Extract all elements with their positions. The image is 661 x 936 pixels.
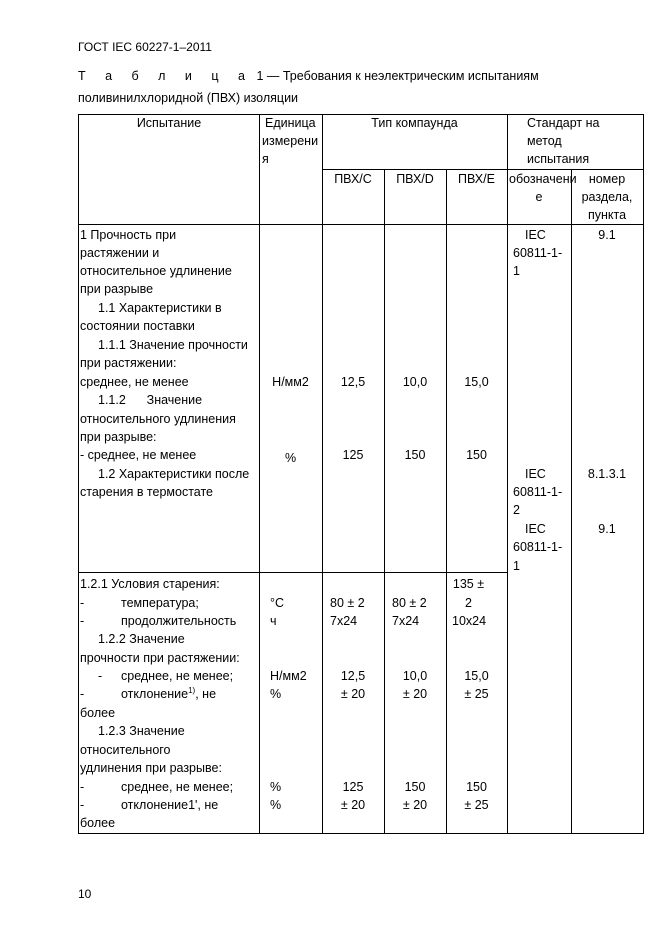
header-section-line1: номер — [588, 172, 626, 186]
test-text-line: отклонение1', не — [121, 798, 219, 812]
standard-designation: 2 — [513, 503, 520, 517]
header-designation-line1: обозначени — [509, 172, 577, 186]
table-border-bottom — [78, 833, 644, 834]
unit-value: Н/мм2 — [270, 669, 307, 683]
pvc-e-value: 150 — [466, 780, 487, 794]
deviation-label-suffix: , не — [195, 687, 217, 701]
table-border-left — [78, 114, 79, 834]
section-number: 8.1.3.1 — [587, 467, 627, 481]
pvc-c-value: 7х24 — [330, 614, 358, 628]
unit-value: Н/мм2 — [272, 375, 309, 389]
test-text-line: относительное удлинение — [80, 264, 232, 278]
unit-value: °С — [270, 596, 285, 610]
header-designation-line2: е — [535, 190, 543, 204]
list-dash: - — [80, 596, 85, 610]
test-text-line: старения в термостате — [80, 485, 214, 499]
section-number: 9.1 — [598, 522, 616, 536]
table-caption-title: — Требования к неэлектрическим испытаниям — [263, 69, 539, 83]
test-text-line: состоянии поставки — [80, 319, 195, 333]
test-text-line: среднее, не менее — [80, 375, 189, 389]
standard-designation: IEC — [525, 522, 546, 536]
pvc-c-value: ± 20 — [340, 798, 366, 812]
pvc-e-value: 150 — [466, 448, 487, 462]
test-text-line: 1.2.1 Условия старения: — [80, 577, 220, 591]
pvc-c-value: 125 — [342, 448, 364, 462]
test-text-line: среднее, не менее; — [121, 780, 234, 794]
pvc-d-value: ± 20 — [402, 798, 428, 812]
standard-designation: IEC — [525, 467, 546, 481]
table-section-divider — [78, 572, 508, 573]
test-text-line: при разрыве — [80, 282, 154, 296]
header-test: Испытание — [136, 116, 202, 130]
list-dash: - — [80, 798, 85, 812]
test-text-line: - среднее, не менее — [80, 448, 197, 462]
test-text-line: прочности при растяжении: — [80, 651, 240, 665]
footnote-ref: 1) — [188, 685, 196, 695]
pvc-e-value: 15,0 — [464, 375, 489, 389]
test-text-line: среднее, не менее; — [121, 669, 234, 683]
table-divider-standard — [507, 114, 508, 834]
pvc-e-value: 135 ± — [452, 577, 485, 591]
document-standard-header: ГОСТ IEC 60227-1–2011 — [78, 40, 212, 54]
deviation-label: отклонение — [121, 687, 189, 701]
test-text-line: 1.1.2 Значение — [98, 393, 203, 407]
table-divider-compound — [322, 114, 323, 834]
standard-designation: 60811-1- — [513, 485, 563, 499]
test-text-line: при разрыве: — [80, 430, 157, 444]
unit-value: % — [270, 780, 282, 794]
header-unit-line3: я — [262, 152, 269, 166]
pvc-e-value: 2 — [465, 596, 472, 610]
list-dash: - — [98, 669, 103, 683]
list-dash: - — [80, 687, 85, 701]
test-text-line: 1 Прочность при — [80, 228, 177, 242]
table-divider-section — [571, 169, 572, 834]
pvc-e-value: 15,0 — [464, 669, 489, 683]
table-header-bottom — [78, 224, 644, 225]
list-dash: - — [80, 780, 85, 794]
header-compound-type: Тип компаунда — [371, 116, 458, 130]
unit-value: % — [270, 798, 282, 812]
test-text-line: 1.1 Характеристики в — [98, 301, 222, 315]
test-text-line: более — [80, 706, 116, 720]
table-caption — [78, 69, 539, 83]
page-number: 10 — [78, 887, 92, 901]
header-unit-line1: Единица — [265, 116, 316, 130]
header-section-line3: пункта — [587, 208, 627, 222]
table-divider-pvcd — [384, 169, 385, 834]
pvc-d-value: 10,0 — [402, 669, 428, 683]
test-text-line: относительного — [80, 743, 171, 757]
pvc-d-value: 150 — [404, 448, 426, 462]
table-caption-number: 1 — [256, 69, 264, 83]
standard-designation: 60811-1- — [513, 540, 563, 554]
test-text-line: более — [80, 816, 116, 830]
test-text-line: продолжительность — [121, 614, 237, 628]
header-standard-line2: метод — [527, 134, 562, 148]
pvc-d-value: ± 20 — [402, 687, 428, 701]
pvc-c-value: 80 ± 2 — [330, 596, 365, 610]
standard-designation: 1 — [513, 559, 520, 573]
header-section-line2: раздела, — [581, 190, 633, 204]
standard-designation: 1 — [513, 264, 520, 278]
unit-value: % — [270, 687, 282, 701]
test-text-line: 1.2 Характеристики после — [98, 467, 250, 481]
table-divider-pvce — [446, 169, 447, 834]
test-text-line: 1.2.3 Значение — [98, 724, 185, 738]
header-standard-line3: испытания — [527, 152, 590, 166]
test-text-line: 1.1.1 Значение прочности — [98, 338, 248, 352]
list-dash: - — [80, 614, 85, 628]
header-pvc-d: ПВХ/D — [396, 172, 434, 186]
table-caption-label: Т а б л и ц а — [78, 69, 253, 83]
unit-value: % — [284, 451, 297, 465]
header-unit-line2: измерени — [262, 134, 319, 148]
header-standard-line1: Стандарт на — [527, 116, 600, 130]
test-text-line: температура; — [121, 596, 199, 610]
pvc-e-value: ± 25 — [464, 798, 489, 812]
pvc-c-value: 125 — [342, 780, 364, 794]
pvc-e-value: ± 25 — [464, 687, 489, 701]
unit-value: ч — [270, 614, 277, 628]
pvc-e-value: 10х24 — [452, 614, 487, 628]
table-border-right — [643, 114, 644, 834]
test-text-line — [121, 685, 216, 704]
standard-designation: IEC — [525, 228, 546, 242]
test-text-line: 1.2.2 Значение — [98, 632, 185, 646]
header-pvc-c: ПВХ/С — [334, 172, 372, 186]
header-pvc-e: ПВХ/Е — [458, 172, 495, 186]
pvc-c-value: 12,5 — [340, 669, 366, 683]
test-text-line: растяжении и — [80, 246, 160, 260]
table-caption-continuation: поливинилхлоридной (ПВХ) изоляции — [78, 91, 299, 105]
pvc-c-value: ± 20 — [340, 687, 366, 701]
pvc-d-value: 10,0 — [402, 375, 428, 389]
test-text-line: удлинения при разрыве: — [80, 761, 222, 775]
table-divider-unit — [259, 114, 260, 834]
test-text-line: относительного удлинения — [80, 412, 236, 426]
pvc-d-value: 7х24 — [392, 614, 420, 628]
section-number: 9.1 — [598, 228, 616, 242]
test-text-line: при растяжении: — [80, 356, 177, 370]
pvc-d-value: 150 — [404, 780, 426, 794]
pvc-c-value: 12,5 — [340, 375, 366, 389]
standard-designation: 60811-1- — [513, 246, 563, 260]
pvc-d-value: 80 ± 2 — [392, 596, 427, 610]
